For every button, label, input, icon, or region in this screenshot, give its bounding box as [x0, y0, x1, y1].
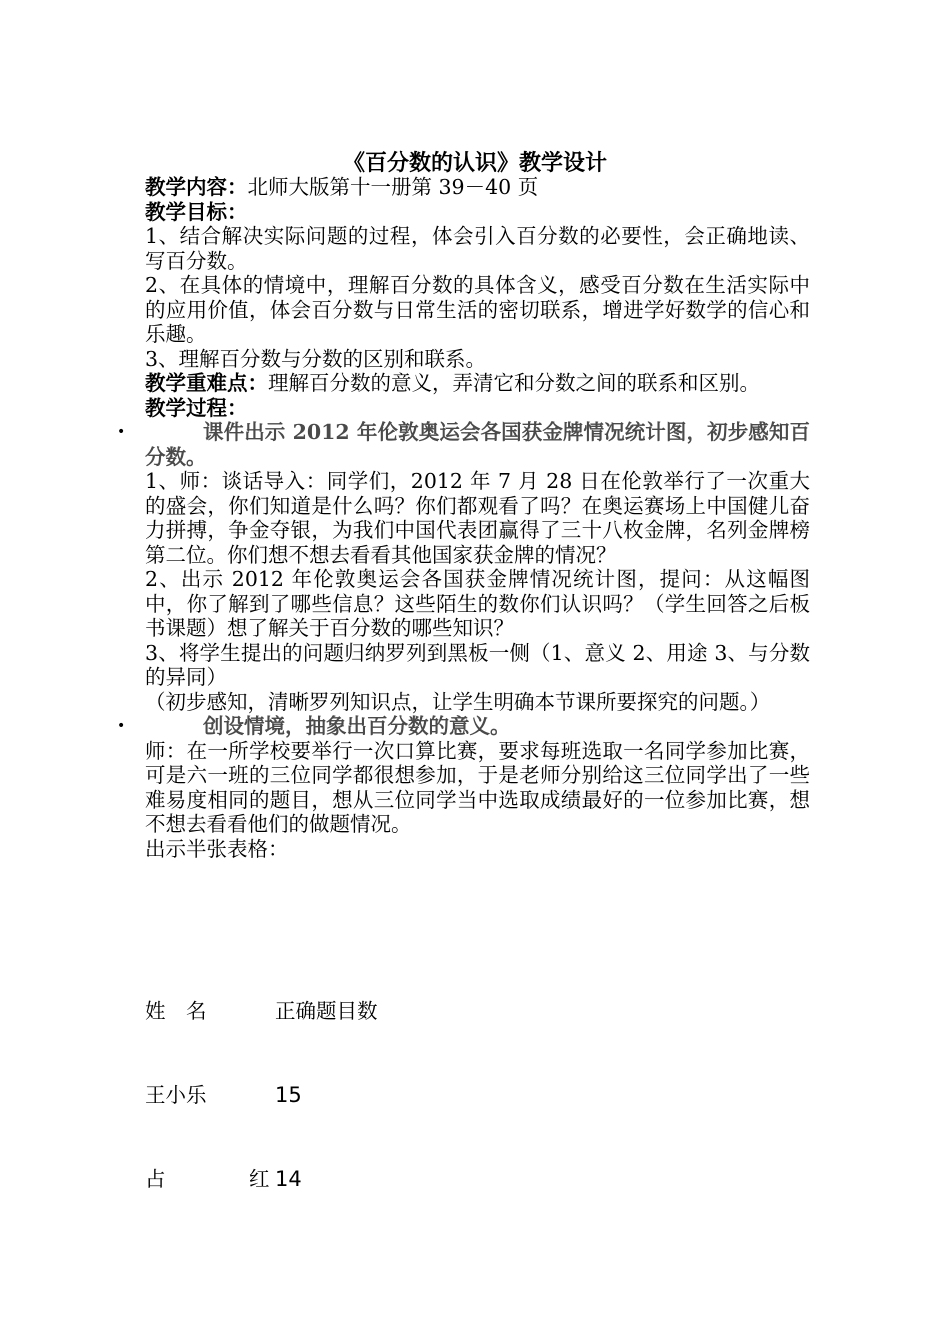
section2-heading: 创设情境，抽象出百分数的意义。	[203, 714, 511, 738]
key-points-value: 理解百分数的意义，弄清它和分数之间的联系和区别。	[268, 371, 760, 395]
section2-paragraph-1: 师：在一所学校要举行一次口算比赛，要求每班选取一名同学参加比赛，可是六一班的三位同学都很想参加，于是老师分别给这三位同学出了一些难易度相同的题目，想从三位同学当中选取成绩最好的一位参加比赛，想不想去看看他们的做题情况。	[145, 738, 810, 836]
section1-heading: 课件出示 2012 年伦敦奥运会各国获金牌情况统计图，初步感知百分数。	[145, 420, 810, 469]
document-title: 《百分数的认识》教学设计	[342, 150, 607, 176]
row-name-part-1: 占	[145, 1167, 166, 1191]
row-name-part-2: 红	[249, 1167, 270, 1191]
section2-paragraph-2: 出示半张表格：	[145, 836, 289, 861]
table-row	[145, 1164, 745, 1194]
content-value: 北师大版第十一册第 39－40 页	[247, 175, 539, 199]
header-name: 姓 名	[145, 999, 207, 1023]
document-body	[117, 175, 810, 861]
key-points-label: 教学重难点：	[145, 371, 268, 395]
row-value: 14	[275, 1167, 302, 1191]
bullet-icon: •	[117, 718, 126, 734]
bullet-icon: •	[117, 424, 126, 440]
header-count: 正确题目数	[275, 999, 378, 1023]
goal-item-1: 1、结合解决实际问题的过程，体会引入百分数的必要性，会正确地读、写百分数。	[145, 224, 810, 273]
goals-label: 教学目标：	[145, 199, 248, 224]
goal-item-2: 2、在具体的情境中，理解百分数的具体含义，感受百分数在生活实际中的应用价值，体会百分数与日常生活的密切联系，增进学好数学的信心和乐趣。	[145, 273, 810, 346]
row-value: 15	[275, 1083, 302, 1107]
goal-item-3: 3、理解百分数与分数的区别和联系。	[145, 346, 487, 371]
section1-paragraph-1: 1、师：谈话导入：同学们，2012 年 7 月 28 日在伦敦举行了一次重大的盛会，你们知道是什么吗？你们都观看了吗？在奥运赛场上中国健儿奋力拼搏，争金夺银，为我们中国代表团赢得了三十八枚金牌，名列金牌榜第二位。你们想不想去看看其他国家获金牌的情况？	[145, 469, 810, 567]
content-line	[145, 175, 810, 200]
table-header-row	[145, 996, 745, 1026]
section1-paragraph-3: 3、将学生提出的问题归纳罗列到黑板一侧（1、意义 2、用途 3、与分数的异同）	[145, 640, 810, 689]
content-label: 教学内容：	[145, 175, 248, 199]
table-row	[145, 1080, 745, 1110]
key-points-line	[145, 371, 810, 396]
process-label: 教学过程：	[145, 395, 248, 420]
section1-heading-row	[117, 420, 810, 469]
section1-paragraph-4: （初步感知，清晰罗列知识点，让学生明确本节课所要探究的问题。）	[145, 689, 771, 714]
section2-heading-row	[117, 714, 810, 739]
section1-paragraph-2: 2、出示 2012 年伦敦奥运会各国获金牌情况统计图，提问：从这幅图中，你了解到了哪些信息？这些陌生的数你们认识吗？（学生回答之后板书课题）想了解关于百分数的哪些知识？	[145, 567, 810, 640]
row-name: 王小乐	[145, 1083, 207, 1107]
